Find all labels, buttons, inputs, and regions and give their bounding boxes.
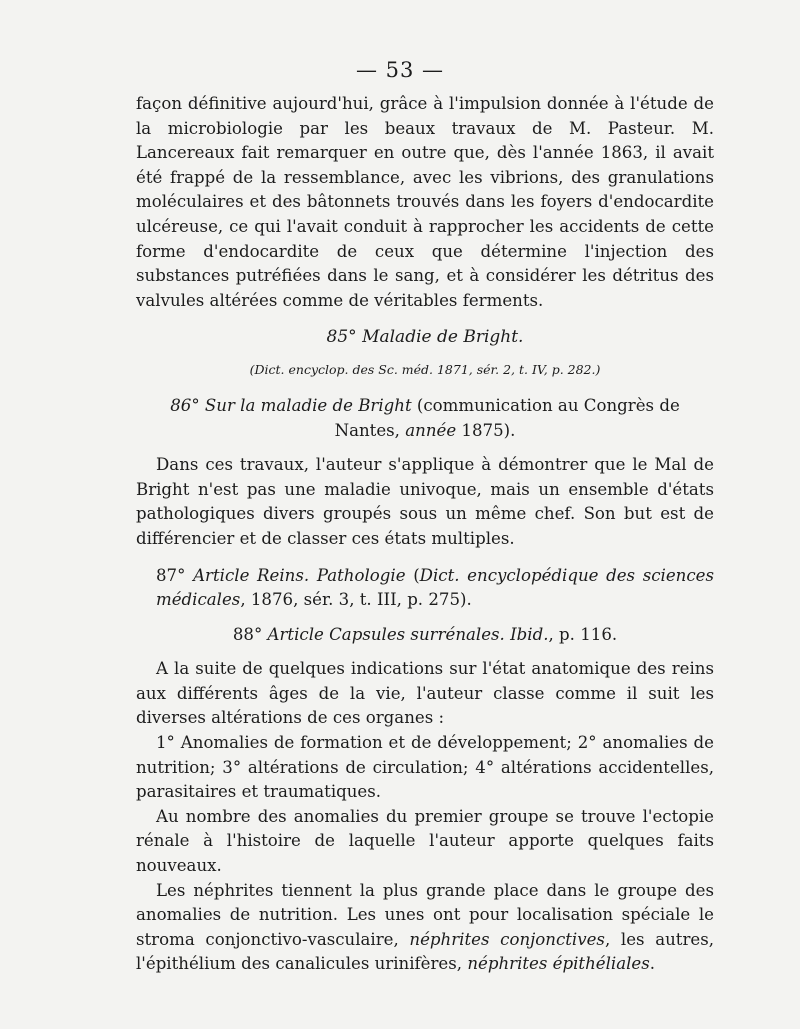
heading-87-dict: Dict. encyclopédique des sciences médicales xyxy=(156,565,714,610)
heading-85 xyxy=(136,325,714,350)
heading-88 xyxy=(136,623,714,648)
nephrites-text-3: . xyxy=(649,954,656,974)
heading-86-year-label: année xyxy=(405,420,457,440)
paragraph-88-intro: A la suite de quelques indications sur l'état anatomique des reins aux différents âges de la vie, l'auteur classe comme il suit les diverses altérations de ces organes : xyxy=(136,659,714,728)
paragraph-86: Dans ces travaux, l'auteur s'applique à démontrer que le Mal de Bright n'est pas une maladie univoque, mais un ensemble d'états pathologiques divers groupés sous un même chef. Son but est de différencier et de classer ces états multiples. xyxy=(136,455,714,548)
paragraph-88-nephrites xyxy=(136,879,714,977)
heading-86-rest: (communication au Congrès de Nantes, xyxy=(334,395,680,440)
page-number: — 53 — xyxy=(355,58,445,82)
nephrites-text-2: , les autres, l'épithélium des canalicules urinifères, xyxy=(136,929,714,974)
heading-87-open: ( xyxy=(405,565,420,585)
heading-86 xyxy=(136,394,714,443)
heading-85-title: 85° Maladie de Bright. xyxy=(326,327,524,348)
nephrites-epitheliales: néphrites épithéliales xyxy=(467,954,650,974)
heading-87 xyxy=(136,564,714,613)
heading-87-number: 87° xyxy=(156,565,194,585)
heading-88-number: 88° xyxy=(232,624,268,644)
heading-86-end: 1875). xyxy=(456,420,516,440)
paragraph-88-ectopie: Au nombre des anomalies du premier groupe se trouve l'ectopie rénale à l'histoire de laquelle l'auteur apporte quelques faits nouveaux. xyxy=(136,806,714,876)
heading-88-end: , p. 116. xyxy=(548,624,618,644)
heading-86-title: 86° Sur la maladie de Bright xyxy=(170,395,412,415)
heading-87-title: Article Reins. Pathologie xyxy=(193,565,406,585)
paragraph-intro: façon définitive aujourd'hui, grâce à l'impulsion donnée à l'étude de la microbiologie par les beaux travaux de M. Pasteur. M. Lancereaux fait remarquer en outre que, dès l'année 1863, il avait été frappé de la ressemblance, avec les vibrions, des granulations moléculaires et des bâtonnets trouvés dans les foyers d'endocardite ulcéreuse, ce qui l'avait conduit à rapprocher les accidents de cette forme d'endocardite de ceux que détermine l'injection des substances putréfiées dans le sang, et à considérer les détritus des valvules altérées comme de véritables ferments. xyxy=(136,94,714,310)
heading-85-reference-text: (Dict. encyclop. des Sc. méd. 1871, sér. 2, t. IV, p. 282.) xyxy=(249,361,601,377)
nephrites-conjonctives: néphrites conjonctives xyxy=(409,929,605,949)
paragraph-88-list: 1° Anomalies de formation et de développement; 2° anomalies de nutrition; 3° altérations de circulation; 4° altérations accidentelles, parasitaires et traumatiques. xyxy=(136,733,714,802)
heading-88-title: Article Capsules surrénales. Ibid. xyxy=(267,624,549,644)
heading-85-reference xyxy=(136,360,714,380)
text-body xyxy=(136,92,714,977)
nephrites-text-1: Les néphrites tiennent la plus grande place dans le groupe des anomalies de nutrition. Les unes ont pour localisation spéciale le stroma conjonctivo-vasculaire, xyxy=(136,880,714,949)
heading-87-end: , 1876, sér. 3, t. III, p. 275). xyxy=(240,590,472,610)
